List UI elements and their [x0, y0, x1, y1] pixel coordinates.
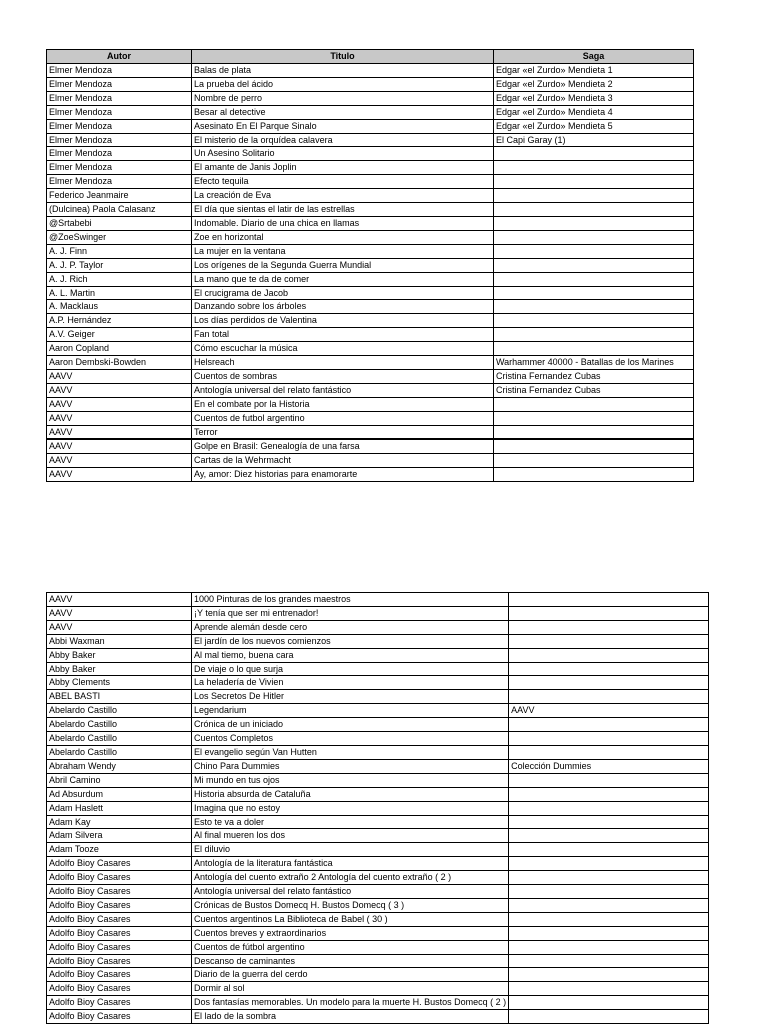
cell-autor: AAVV: [47, 425, 192, 439]
table-row: [47, 147, 694, 161]
cell-titulo: Cartas de la Wehrmacht: [192, 454, 494, 468]
cell-autor: Abby Baker: [47, 662, 192, 676]
table-row: [47, 77, 694, 91]
cell-saga: Warhammer 40000 - Batallas de los Marines: [494, 356, 694, 370]
cell-saga: [509, 898, 709, 912]
cell-autor: AAVV: [47, 397, 192, 411]
cell-titulo: Cuentos de futbol argentino: [192, 411, 494, 425]
cell-autor: Aaron Copland: [47, 342, 192, 356]
cell-saga: [509, 871, 709, 885]
table-row: [47, 871, 709, 885]
cell-titulo: Antología del cuento extraño 2 Antología del cuento extraño ( 2 ): [192, 871, 509, 885]
cell-saga: AAVV: [509, 704, 709, 718]
cell-autor: A. L. Martin: [47, 286, 192, 300]
table-row: [47, 926, 709, 940]
header-row: [47, 50, 694, 64]
table-row: [47, 843, 709, 857]
cell-autor: AAVV: [47, 468, 192, 482]
cell-autor: Adolfo Bioy Casares: [47, 996, 192, 1010]
cell-titulo: Antología de la literatura fantástica: [192, 857, 509, 871]
cell-saga: [494, 147, 694, 161]
cell-autor: Adolfo Bioy Casares: [47, 912, 192, 926]
cell-autor: Adolfo Bioy Casares: [47, 926, 192, 940]
cell-titulo: Mi mundo en tus ojos: [192, 773, 509, 787]
cell-autor: Elmer Mendoza: [47, 161, 192, 175]
cell-titulo: Dos fantasías memorables. Un modelo para la muerte H. Bustos Domecq ( 2 ): [192, 996, 509, 1010]
cell-titulo: Los orígenes de la Segunda Guerra Mundial: [192, 258, 494, 272]
table-row: [47, 620, 709, 634]
cell-saga: Edgar «el Zurdo» Mendieta 4: [494, 105, 694, 119]
cell-titulo: Descanso de caminantes: [192, 954, 509, 968]
cell-titulo: El crucigrama de Jacob: [192, 286, 494, 300]
cell-autor: A. J. Rich: [47, 272, 192, 286]
cell-saga: [509, 912, 709, 926]
cell-titulo: Fan total: [192, 328, 494, 342]
cell-titulo: Diario de la guerra del cerdo: [192, 968, 509, 982]
cell-titulo: Antología universal del relato fantástico: [192, 885, 509, 899]
cell-titulo: Los Secretos De Hitler: [192, 690, 509, 704]
cell-autor: Elmer Mendoza: [47, 91, 192, 105]
table-row: [47, 815, 709, 829]
cell-autor: Adolfo Bioy Casares: [47, 885, 192, 899]
cell-autor: AAVV: [47, 383, 192, 397]
cell-titulo: Crónica de un iniciado: [192, 718, 509, 732]
cell-autor: Adolfo Bioy Casares: [47, 954, 192, 968]
cell-saga: [494, 342, 694, 356]
table-row: [47, 885, 709, 899]
table-row: [47, 314, 694, 328]
cell-saga: Edgar «el Zurdo» Mendieta 5: [494, 119, 694, 133]
cell-saga: [494, 244, 694, 258]
cell-autor: Elmer Mendoza: [47, 133, 192, 147]
cell-titulo: El jardín de los nuevos comienzos: [192, 634, 509, 648]
book-table-bottom: [46, 592, 709, 1024]
cell-saga: [494, 230, 694, 244]
cell-autor: Adam Tooze: [47, 843, 192, 857]
cell-autor: ABEL BASTI: [47, 690, 192, 704]
cell-saga: [509, 787, 709, 801]
table-row: [47, 425, 694, 439]
table-row: [47, 676, 709, 690]
book-table-top: [46, 49, 694, 482]
cell-autor: Abby Clements: [47, 676, 192, 690]
table-row: [47, 634, 709, 648]
cell-titulo: Cómo escuchar la música: [192, 342, 494, 356]
table-row: [47, 189, 694, 203]
table-row: [47, 996, 709, 1010]
cell-titulo: Danzando sobre los árboles: [192, 300, 494, 314]
header-autor: Autor: [47, 50, 192, 64]
cell-saga: [509, 982, 709, 996]
cell-saga: [494, 258, 694, 272]
cell-saga: [509, 968, 709, 982]
cell-saga: [509, 1010, 709, 1024]
cell-autor: Adolfo Bioy Casares: [47, 871, 192, 885]
table-row: [47, 954, 709, 968]
cell-saga: [494, 411, 694, 425]
table-row: [47, 258, 694, 272]
cell-titulo: ¡Y tenía que ser mi entrenador!: [192, 606, 509, 620]
cell-saga: [509, 829, 709, 843]
cell-saga: [509, 676, 709, 690]
cell-saga: [509, 732, 709, 746]
cell-saga: [509, 745, 709, 759]
cell-saga: [494, 272, 694, 286]
cell-saga: [494, 203, 694, 217]
cell-saga: Edgar «el Zurdo» Mendieta 1: [494, 64, 694, 78]
cell-saga: [509, 662, 709, 676]
cell-titulo: Terror: [192, 425, 494, 439]
table-row: [47, 773, 709, 787]
table-row: [47, 175, 694, 189]
cell-titulo: Aprende alemán desde cero: [192, 620, 509, 634]
cell-saga: [509, 857, 709, 871]
cell-autor: A.P. Hernández: [47, 314, 192, 328]
table-row: [47, 91, 694, 105]
cell-saga: Edgar «el Zurdo» Mendieta 3: [494, 91, 694, 105]
cell-autor: Adolfo Bioy Casares: [47, 857, 192, 871]
table-row: [47, 829, 709, 843]
table-row: [47, 105, 694, 119]
cell-titulo: Efecto tequila: [192, 175, 494, 189]
table-row: [47, 216, 694, 230]
cell-autor: Adolfo Bioy Casares: [47, 1010, 192, 1024]
table-row: [47, 745, 709, 759]
cell-autor: Elmer Mendoza: [47, 147, 192, 161]
table-row: [47, 411, 694, 425]
table-row: [47, 801, 709, 815]
cell-titulo: Chino Para Dummies: [192, 759, 509, 773]
cell-autor: A. J. P. Taylor: [47, 258, 192, 272]
cell-saga: [509, 718, 709, 732]
cell-autor: A. J. Finn: [47, 244, 192, 258]
table-row: [47, 244, 694, 258]
cell-autor: A.V. Geiger: [47, 328, 192, 342]
cell-autor: @Srtabebi: [47, 216, 192, 230]
cell-autor: AAVV: [47, 606, 192, 620]
cell-saga: [509, 954, 709, 968]
table-row: [47, 593, 709, 607]
cell-autor: Adam Silvera: [47, 829, 192, 843]
cell-saga: [494, 189, 694, 203]
cell-saga: Cristina Fernandez Cubas: [494, 383, 694, 397]
cell-autor: Abelardo Castillo: [47, 732, 192, 746]
table-row: [47, 898, 709, 912]
table-row: [47, 787, 709, 801]
table-row: [47, 690, 709, 704]
cell-autor: Adolfo Bioy Casares: [47, 968, 192, 982]
header-titulo: Titulo: [192, 50, 494, 64]
cell-titulo: Cuentos de fútbol argentino: [192, 940, 509, 954]
cell-autor: Abelardo Castillo: [47, 745, 192, 759]
cell-autor: Adolfo Bioy Casares: [47, 940, 192, 954]
cell-saga: [509, 815, 709, 829]
cell-saga: [494, 175, 694, 189]
cell-saga: [494, 397, 694, 411]
table-row: [47, 286, 694, 300]
cell-autor: AAVV: [47, 439, 192, 453]
cell-saga: [509, 843, 709, 857]
table-row: [47, 718, 709, 732]
cell-autor: Elmer Mendoza: [47, 64, 192, 78]
table-row: [47, 272, 694, 286]
cell-saga: [509, 690, 709, 704]
cell-autor: Abril Camino: [47, 773, 192, 787]
cell-titulo: La prueba del ácido: [192, 77, 494, 91]
cell-titulo: Zoe en horizontal: [192, 230, 494, 244]
cell-titulo: Antología universal del relato fantástico: [192, 383, 494, 397]
cell-titulo: De viaje o lo que surja: [192, 662, 509, 676]
table-row: [47, 119, 694, 133]
cell-autor: AAVV: [47, 454, 192, 468]
cell-titulo: Ay, amor: Diez historias para enamorarte: [192, 468, 494, 482]
table-row: [47, 454, 694, 468]
table-row: [47, 342, 694, 356]
cell-autor: Elmer Mendoza: [47, 105, 192, 119]
cell-titulo: El amante de Janis Joplin: [192, 161, 494, 175]
cell-autor: Elmer Mendoza: [47, 175, 192, 189]
cell-titulo: Indomable. Diario de una chica en llamas: [192, 216, 494, 230]
cell-autor: Elmer Mendoza: [47, 119, 192, 133]
cell-saga: [494, 328, 694, 342]
cell-autor: AAVV: [47, 411, 192, 425]
table-row: [47, 857, 709, 871]
table-row: [47, 1010, 709, 1024]
cell-titulo: La mujer en la ventana: [192, 244, 494, 258]
table-row: [47, 912, 709, 926]
cell-autor: Adolfo Bioy Casares: [47, 898, 192, 912]
cell-titulo: Cuentos Completos: [192, 732, 509, 746]
cell-autor: Abbi Waxman: [47, 634, 192, 648]
cell-titulo: Cuentos argentinos La Biblioteca de Babel ( 30 ): [192, 912, 509, 926]
cell-saga: [509, 801, 709, 815]
cell-saga: [509, 773, 709, 787]
table-row: [47, 732, 709, 746]
table-row: [47, 968, 709, 982]
cell-autor: Elmer Mendoza: [47, 77, 192, 91]
cell-titulo: El misterio de la orquídea calavera: [192, 133, 494, 147]
cell-autor: AAVV: [47, 369, 192, 383]
table-row: [47, 203, 694, 217]
table-row: [47, 383, 694, 397]
cell-titulo: Imagina que no estoy: [192, 801, 509, 815]
table-row: [47, 300, 694, 314]
table-row: [47, 940, 709, 954]
cell-titulo: En el combate por la Historia: [192, 397, 494, 411]
cell-titulo: Esto te va a doler: [192, 815, 509, 829]
cell-saga: Colección Dummies: [509, 759, 709, 773]
cell-titulo: La creación de Eva: [192, 189, 494, 203]
cell-titulo: Crónicas de Bustos Domecq H. Bustos Domecq ( 3 ): [192, 898, 509, 912]
cell-autor: Aaron Dembski-Bowden: [47, 356, 192, 370]
cell-saga: El Capi Garay (1): [494, 133, 694, 147]
cell-titulo: Los días perdidos de Valentina: [192, 314, 494, 328]
table-row: [47, 133, 694, 147]
cell-saga: [509, 620, 709, 634]
cell-saga: [494, 216, 694, 230]
cell-titulo: Cuentos de sombras: [192, 369, 494, 383]
cell-titulo: Besar al detective: [192, 105, 494, 119]
cell-autor: AAVV: [47, 593, 192, 607]
cell-autor: AAVV: [47, 620, 192, 634]
cell-titulo: Balas de plata: [192, 64, 494, 78]
cell-titulo: Golpe en Brasil: Genealogía de una farsa: [192, 439, 494, 453]
cell-saga: [494, 425, 694, 439]
cell-titulo: El día que sientas el latir de las estrellas: [192, 203, 494, 217]
table-row: [47, 759, 709, 773]
cell-saga: [494, 161, 694, 175]
cell-autor: A. Macklaus: [47, 300, 192, 314]
cell-saga: Edgar «el Zurdo» Mendieta 2: [494, 77, 694, 91]
cell-saga: [494, 439, 694, 453]
cell-titulo: El diluvio: [192, 843, 509, 857]
cell-titulo: Historia absurda de Cataluña: [192, 787, 509, 801]
cell-titulo: Cuentos breves y extraordinarios: [192, 926, 509, 940]
cell-saga: [509, 606, 709, 620]
table-row: [47, 328, 694, 342]
table-row: [47, 468, 694, 482]
cell-titulo: La heladería de Vivien: [192, 676, 509, 690]
cell-titulo: Nombre de perro: [192, 91, 494, 105]
cell-titulo: Un Asesino Solitario: [192, 147, 494, 161]
cell-titulo: El evangelio según Van Hutten: [192, 745, 509, 759]
cell-autor: Abelardo Castillo: [47, 704, 192, 718]
cell-autor: Ad Absurdum: [47, 787, 192, 801]
table-row: [47, 369, 694, 383]
table-row: [47, 662, 709, 676]
cell-autor: Adam Haslett: [47, 801, 192, 815]
cell-titulo: Legendarium: [192, 704, 509, 718]
cell-autor: (Dulcinea) Paola Calasanz: [47, 203, 192, 217]
cell-saga: [494, 300, 694, 314]
cell-autor: Abby Baker: [47, 648, 192, 662]
cell-autor: @ZoeSwinger: [47, 230, 192, 244]
cell-titulo: Dormir al sol: [192, 982, 509, 996]
cell-autor: Abelardo Castillo: [47, 718, 192, 732]
cell-autor: Adolfo Bioy Casares: [47, 982, 192, 996]
cell-titulo: Al final mueren los dos: [192, 829, 509, 843]
cell-saga: Cristina Fernandez Cubas: [494, 369, 694, 383]
cell-saga: [509, 634, 709, 648]
table-row: [47, 982, 709, 996]
cell-saga: [509, 885, 709, 899]
cell-saga: [509, 593, 709, 607]
cell-titulo: Asesinato En El Parque Sinalo: [192, 119, 494, 133]
cell-saga: [509, 926, 709, 940]
cell-saga: [494, 314, 694, 328]
cell-saga: [509, 648, 709, 662]
cell-titulo: El lado de la sombra: [192, 1010, 509, 1024]
cell-titulo: La mano que te da de comer: [192, 272, 494, 286]
cell-titulo: Al mal tiemo, buena cara: [192, 648, 509, 662]
cell-saga: [509, 940, 709, 954]
table-row: [47, 356, 694, 370]
cell-saga: [494, 286, 694, 300]
table-row: [47, 606, 709, 620]
table-row: [47, 64, 694, 78]
cell-autor: Abraham Wendy: [47, 759, 192, 773]
table-row: [47, 161, 694, 175]
table-row: [47, 704, 709, 718]
cell-saga: [509, 996, 709, 1010]
cell-saga: [494, 454, 694, 468]
table-row: [47, 230, 694, 244]
cell-autor: Adam Kay: [47, 815, 192, 829]
table-row: [47, 648, 709, 662]
cell-saga: [494, 468, 694, 482]
cell-titulo: Helsreach: [192, 356, 494, 370]
table-row: [47, 397, 694, 411]
header-saga: Saga: [494, 50, 694, 64]
cell-autor: Federico Jeanmaire: [47, 189, 192, 203]
cell-titulo: 1000 Pinturas de los grandes maestros: [192, 593, 509, 607]
table-row: [47, 439, 694, 453]
